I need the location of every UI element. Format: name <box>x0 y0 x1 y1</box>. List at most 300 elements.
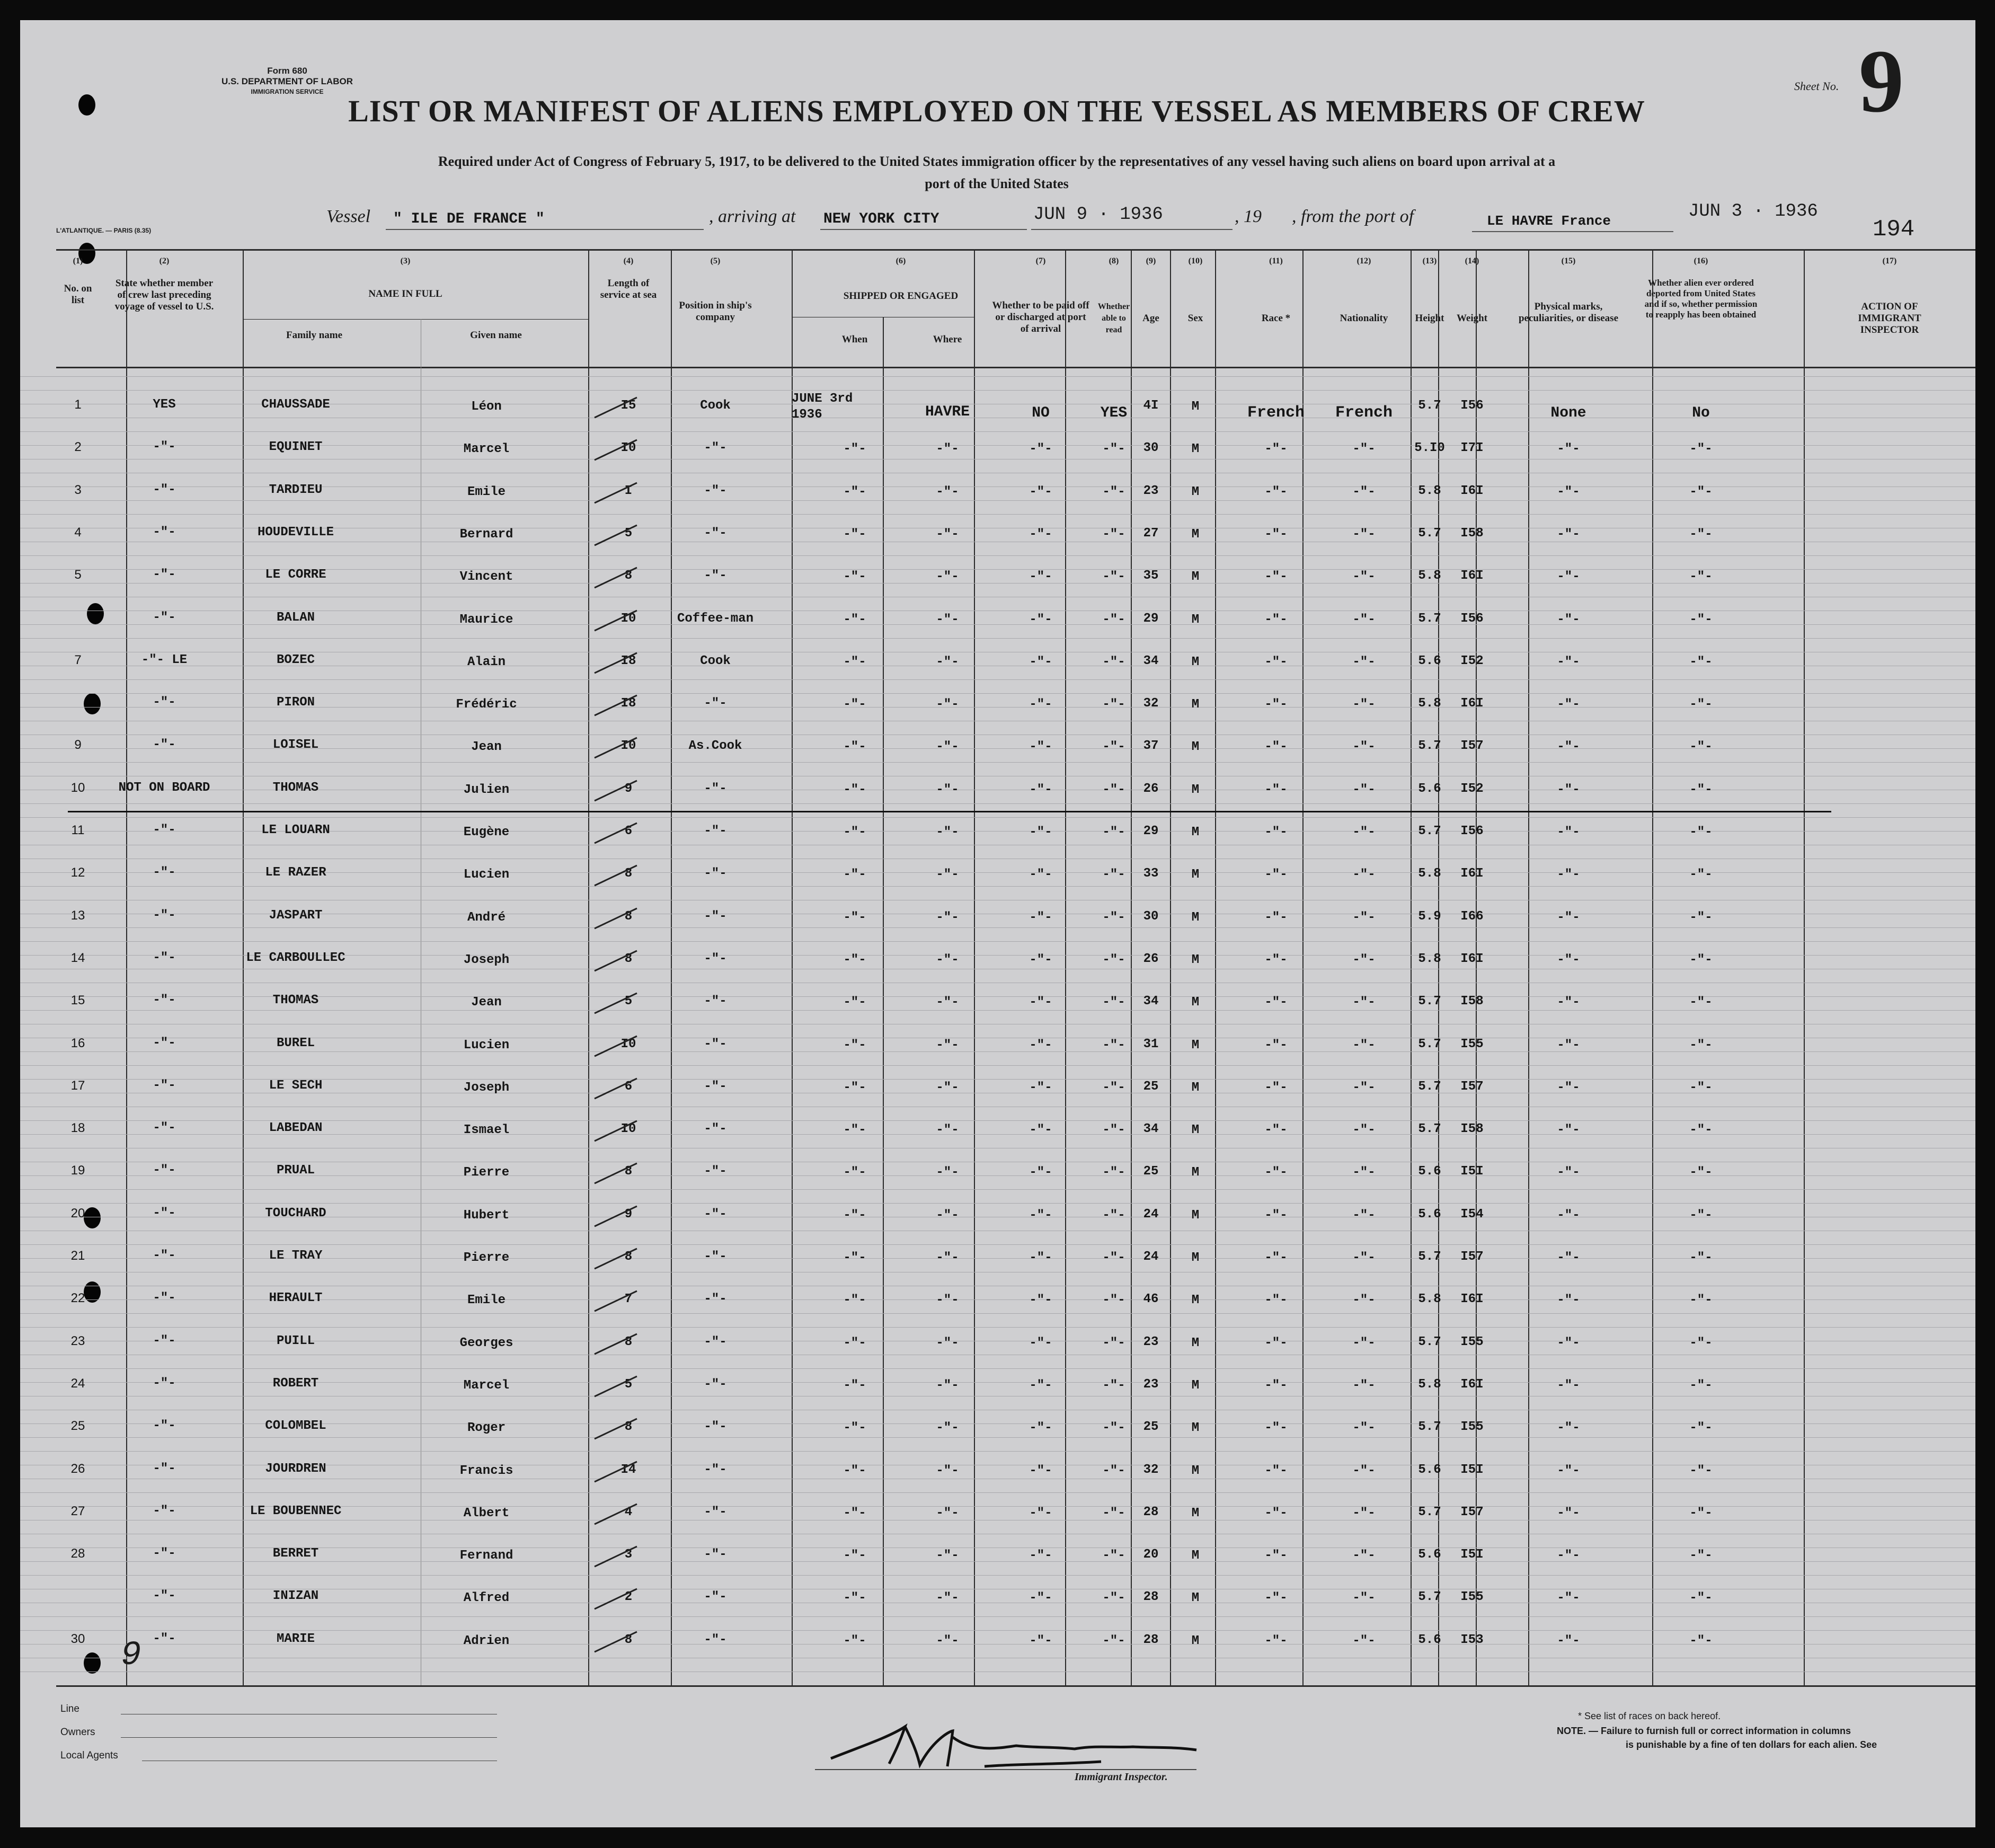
ditto-phys: -"- <box>1557 825 1580 839</box>
height: 5.7 <box>1418 1505 1441 1519</box>
height: 5.I0 <box>1414 441 1445 455</box>
col-header-family: Family name <box>286 330 343 341</box>
ditto-paid: -"- <box>1029 910 1052 925</box>
weight: I58 <box>1460 994 1484 1009</box>
col-header-read: Whether able to read <box>1097 302 1130 334</box>
ditto-phys: -"- <box>1557 1591 1580 1605</box>
position: -"- <box>704 952 727 966</box>
col-num: (4) <box>623 257 634 266</box>
sex: M <box>1191 1293 1200 1307</box>
sex: M <box>1191 485 1200 499</box>
prev-voyage: -"- <box>153 951 176 965</box>
ditto-dep: -"- <box>1689 1165 1713 1180</box>
prev-voyage: -"- <box>153 1036 176 1050</box>
ditto-race: -"- <box>1264 868 1288 882</box>
age: 34 <box>1143 994 1159 1009</box>
ditto-paid: -"- <box>1029 1038 1052 1053</box>
service-length: 9 <box>624 1207 633 1222</box>
service-length: I0 <box>620 739 636 753</box>
height: 5.7 <box>1418 994 1441 1009</box>
prev-voyage: -"- <box>153 738 176 752</box>
ditto-when: -"- <box>843 783 866 797</box>
row-number: 30 <box>70 1632 85 1646</box>
sex: M <box>1191 910 1200 925</box>
sex: M <box>1191 1464 1200 1478</box>
ditto-nat: -"- <box>1352 1634 1376 1648</box>
sex: M <box>1191 1549 1200 1563</box>
ditto-race: -"- <box>1264 740 1288 754</box>
age: 20 <box>1143 1548 1159 1562</box>
row-number: 16 <box>70 1036 85 1050</box>
ditto-paid: -"- <box>1029 825 1052 839</box>
ditto-dep: -"- <box>1689 1038 1713 1053</box>
height: 5.6 <box>1418 1463 1441 1477</box>
age: 30 <box>1143 441 1159 455</box>
ditto-when: -"- <box>843 1549 866 1563</box>
family-name: HERAULT <box>269 1291 323 1305</box>
sex: M <box>1191 740 1200 754</box>
given-name: Georges <box>459 1336 513 1350</box>
ditto-when: -"- <box>843 1464 866 1478</box>
ditto-phys: -"- <box>1557 1293 1580 1307</box>
ditto-phys: -"- <box>1557 1208 1580 1223</box>
row-number: 13 <box>70 908 85 923</box>
check-mark <box>592 1586 640 1612</box>
given-name: Albert <box>463 1506 510 1520</box>
check-mark <box>592 990 640 1016</box>
sex: M <box>1191 953 1200 967</box>
ditto-read: -"- <box>1102 1336 1125 1350</box>
check-mark <box>592 437 640 463</box>
ditto-dep: -"- <box>1689 783 1713 797</box>
age: 32 <box>1143 696 1159 711</box>
row-1-read: YES <box>1100 405 1128 421</box>
prev-voyage: -"- <box>153 611 176 625</box>
age: 26 <box>1143 952 1159 966</box>
col-header-height: Height <box>1415 313 1444 324</box>
weight: I54 <box>1460 1207 1484 1222</box>
row-number: 18 <box>70 1121 85 1135</box>
height: 5.7 <box>1418 1250 1441 1264</box>
service-length: 6 <box>624 1080 633 1094</box>
height: 5.7 <box>1418 526 1441 541</box>
weight: I6I <box>1460 866 1484 881</box>
ditto-phys: -"- <box>1557 697 1580 712</box>
given-name: Jean <box>471 740 502 754</box>
prev-voyage: -"- <box>153 440 176 454</box>
weight: I7I <box>1460 441 1484 455</box>
height: 5.6 <box>1418 1207 1441 1222</box>
ditto-race: -"- <box>1264 1378 1288 1393</box>
family-name: LE TRAY <box>269 1249 323 1263</box>
margin-mark: 9 <box>121 1637 141 1675</box>
ditto-read: -"- <box>1102 910 1125 925</box>
ditto-read: -"- <box>1102 783 1125 797</box>
prev-voyage: -"- <box>153 865 176 880</box>
ditto-nat: -"- <box>1352 442 1376 456</box>
ditto-nat: -"- <box>1352 570 1376 584</box>
ditto-paid: -"- <box>1029 613 1052 627</box>
check-mark <box>592 692 640 719</box>
ditto-when: -"- <box>843 527 866 542</box>
check-mark <box>592 1416 640 1442</box>
ditto-when: -"- <box>843 485 866 499</box>
height: 5.6 <box>1418 1164 1441 1179</box>
check-mark <box>592 1288 640 1314</box>
height: 5.8 <box>1418 484 1441 498</box>
ditto-paid: -"- <box>1029 655 1052 669</box>
height: 5.7 <box>1418 824 1441 838</box>
family-name: JASPART <box>269 908 323 923</box>
ditto-where: -"- <box>936 613 959 627</box>
col-num: (2) <box>159 257 170 266</box>
ditto-phys: -"- <box>1557 1421 1580 1435</box>
check-mark <box>592 1629 640 1655</box>
ditto-nat: -"- <box>1352 527 1376 542</box>
ditto-nat: -"- <box>1352 1464 1376 1478</box>
ditto-paid: -"- <box>1029 868 1052 882</box>
ditto-race: -"- <box>1264 655 1288 669</box>
family-name: THOMAS <box>272 781 319 795</box>
position: -"- <box>704 824 727 838</box>
ditto-dep: -"- <box>1689 825 1713 839</box>
check-mark <box>592 820 640 846</box>
ditto-race: -"- <box>1264 783 1288 797</box>
page-title: LIST OR MANIFEST OF ALIENS EMPLOYED ON THE VESSEL AS MEMBERS OF CREW <box>348 94 1645 128</box>
family-name: BERRET <box>272 1546 319 1561</box>
prev-voyage: -"- LE <box>141 653 188 667</box>
service-length: 8 <box>624 952 633 966</box>
weight: I6I <box>1460 1292 1484 1306</box>
age: 29 <box>1143 824 1159 838</box>
check-mark <box>592 1075 640 1102</box>
ditto-read: -"- <box>1102 1506 1125 1520</box>
ditto-where: -"- <box>936 527 959 542</box>
prev-voyage: -"- <box>153 1163 176 1178</box>
given-name: Ismael <box>463 1123 510 1137</box>
col-header-shipped: SHIPPED OR ENGAGED <box>843 290 959 302</box>
given-name: Lucien <box>463 1038 510 1053</box>
weight: I6I <box>1460 1377 1484 1392</box>
row-number: 28 <box>70 1546 85 1561</box>
col-header-when: When <box>841 334 868 345</box>
ditto-paid: -"- <box>1029 1378 1052 1393</box>
ditto-race: -"- <box>1264 570 1288 584</box>
age: 35 <box>1143 569 1159 583</box>
position: -"- <box>704 1080 727 1094</box>
family-name: LE CARBOULLEC <box>246 951 345 965</box>
ditto-read: -"- <box>1102 1123 1125 1137</box>
ditto-read: -"- <box>1102 1293 1125 1307</box>
ditto-phys: -"- <box>1557 1251 1580 1265</box>
position: -"- <box>704 1037 727 1051</box>
age: 25 <box>1143 1420 1159 1434</box>
height: 5.9 <box>1418 909 1441 924</box>
family-name: TARDIEU <box>269 483 323 497</box>
given-name: Pierre <box>463 1165 510 1180</box>
weight: I56 <box>1460 399 1484 413</box>
ditto-read: -"- <box>1102 527 1125 542</box>
position: -"- <box>704 569 727 583</box>
col-header-name: NAME IN FULL <box>368 288 442 299</box>
service-length: 2 <box>624 1590 633 1604</box>
page-number: 194 <box>1873 216 1915 243</box>
ditto-dep: -"- <box>1689 1634 1713 1648</box>
ditto-dep: -"- <box>1689 1251 1713 1265</box>
ditto-phys: -"- <box>1557 570 1580 584</box>
service-length: 7 <box>624 1292 633 1306</box>
ditto-when: -"- <box>843 442 866 456</box>
ditto-phys: -"- <box>1557 1165 1580 1180</box>
ditto-nat: -"- <box>1352 783 1376 797</box>
ditto-race: -"- <box>1264 953 1288 967</box>
service-length: I5 <box>620 399 636 413</box>
prev-voyage: -"- <box>153 1504 176 1518</box>
col-header-paid-off: Whether to be paid off or discharged at port of arrival <box>992 300 1089 334</box>
family-name: MARIE <box>276 1632 315 1646</box>
family-name: LE BOUBENNEC <box>250 1504 342 1518</box>
row-1-race: French <box>1247 404 1305 422</box>
inspector-label: Immigrant Inspector. <box>1075 1771 1168 1783</box>
ditto-where: -"- <box>936 1038 959 1053</box>
sex: M <box>1191 400 1200 414</box>
ditto-paid: -"- <box>1029 1634 1052 1648</box>
service-length: 8 <box>624 1250 633 1264</box>
col-num: (7) <box>1035 257 1046 266</box>
check-mark <box>592 1373 640 1400</box>
position: Cook <box>700 654 731 668</box>
ditto-paid: -"- <box>1029 1506 1052 1520</box>
check-mark <box>592 1501 640 1527</box>
height: 5.8 <box>1418 952 1441 966</box>
row-number: 19 <box>70 1163 85 1178</box>
sheet-label: Sheet No. <box>1794 79 1839 93</box>
age: 29 <box>1143 612 1159 626</box>
given-name: Julien <box>463 783 510 797</box>
weight: I6I <box>1460 952 1484 966</box>
ditto-phys: -"- <box>1557 868 1580 882</box>
weight: I58 <box>1460 526 1484 541</box>
ditto-nat: -"- <box>1352 1421 1376 1435</box>
position: -"- <box>704 1420 727 1434</box>
ditto-dep: -"- <box>1689 655 1713 669</box>
height: 5.6 <box>1418 654 1441 668</box>
family-name: LOISEL <box>272 738 319 752</box>
ditto-read: -"- <box>1102 570 1125 584</box>
col-header-given: Given name <box>470 330 522 341</box>
check-mark <box>592 777 640 804</box>
check-mark <box>592 1033 640 1059</box>
sex: M <box>1191 613 1200 627</box>
check-mark <box>592 650 640 676</box>
ditto-paid: -"- <box>1029 1251 1052 1265</box>
col-num: (3) <box>400 257 411 266</box>
prev-voyage: -"- <box>153 483 176 497</box>
ditto-phys: -"- <box>1557 1378 1580 1393</box>
ditto-nat: -"- <box>1352 910 1376 925</box>
row-number: 7 <box>74 653 82 667</box>
col-header-where: Where <box>933 334 962 345</box>
row-number: 15 <box>70 993 85 1007</box>
sex: M <box>1191 1081 1200 1095</box>
height: 5.7 <box>1418 1590 1441 1604</box>
family-name: CHAUSSADE <box>261 397 330 412</box>
height: 5.8 <box>1418 866 1441 881</box>
weight: I52 <box>1460 654 1484 668</box>
ditto-dep: -"- <box>1689 1378 1713 1393</box>
age: 25 <box>1143 1164 1159 1179</box>
position: -"- <box>704 696 727 711</box>
ditto-paid: -"- <box>1029 1293 1052 1307</box>
row-number: 25 <box>70 1419 85 1433</box>
col-header-position: Position in ship's company <box>679 300 752 323</box>
prev-voyage: -"- <box>153 1121 176 1135</box>
ditto-read: -"- <box>1102 1165 1125 1180</box>
age: 34 <box>1143 1122 1159 1136</box>
col-num: (5) <box>710 257 721 266</box>
punch-hole <box>84 1207 101 1228</box>
col-num: (6) <box>895 257 906 266</box>
ditto-read: -"- <box>1102 1251 1125 1265</box>
ditto-paid: -"- <box>1029 485 1052 499</box>
ditto-nat: -"- <box>1352 1549 1376 1563</box>
col-num: (1) <box>73 257 83 266</box>
ditto-phys: -"- <box>1557 1081 1580 1095</box>
ditto-when: -"- <box>843 825 866 839</box>
ditto-when: -"- <box>843 995 866 1010</box>
ditto-nat: -"- <box>1352 1081 1376 1095</box>
position: -"- <box>704 1250 727 1264</box>
given-name: Emile <box>467 485 506 499</box>
given-name: Roger <box>467 1421 506 1435</box>
sex: M <box>1191 442 1200 456</box>
ditto-dep: -"- <box>1689 868 1713 882</box>
col-header-weight: Weight <box>1456 313 1488 324</box>
row-number: 26 <box>70 1462 85 1476</box>
service-length: I8 <box>620 654 636 668</box>
sex: M <box>1191 570 1200 584</box>
ditto-where: -"- <box>936 1549 959 1563</box>
ditto-read: -"- <box>1102 995 1125 1010</box>
ditto-nat: -"- <box>1352 868 1376 882</box>
ditto-race: -"- <box>1264 1591 1288 1605</box>
ditto-nat: -"- <box>1352 1038 1376 1053</box>
ditto-phys: -"- <box>1557 1038 1580 1053</box>
ditto-race: -"- <box>1264 910 1288 925</box>
position: -"- <box>704 441 727 455</box>
ditto-when: -"- <box>843 1123 866 1137</box>
ditto-where: -"- <box>936 1208 959 1223</box>
service-length: 9 <box>624 782 633 796</box>
inspector-signature <box>826 1716 1228 1780</box>
row-number: 11 <box>71 823 85 837</box>
service-length: 5 <box>624 526 633 541</box>
position: -"- <box>704 1122 727 1136</box>
ditto-phys: -"- <box>1557 783 1580 797</box>
ditto-where: -"- <box>936 1506 959 1520</box>
ditto-when: -"- <box>843 1081 866 1095</box>
weight: I55 <box>1460 1590 1484 1604</box>
ditto-paid: -"- <box>1029 1421 1052 1435</box>
age: 4I <box>1143 399 1159 413</box>
ditto-when: -"- <box>843 740 866 754</box>
position: -"- <box>704 994 727 1009</box>
ditto-where: -"- <box>936 1336 959 1350</box>
service: IMMIGRATION SERVICE <box>251 88 324 95</box>
col-num: (16) <box>1693 257 1708 266</box>
age: 23 <box>1143 484 1159 498</box>
ditto-read: -"- <box>1102 868 1125 882</box>
prev-voyage: -"- <box>153 1589 176 1603</box>
family-name: TOUCHARD <box>265 1206 326 1221</box>
ditto-phys: -"- <box>1557 1634 1580 1648</box>
row-number: 27 <box>70 1504 85 1518</box>
ditto-dep: -"- <box>1689 1336 1713 1350</box>
ditto-phys: -"- <box>1557 485 1580 499</box>
ditto-dep: -"- <box>1689 697 1713 712</box>
given-name: Léon <box>471 400 502 414</box>
vessel-name: " ILE DE FRANCE " <box>393 211 545 227</box>
sheet-number: 9 <box>1859 31 1904 131</box>
prev-voyage: -"- <box>153 1419 176 1433</box>
check-mark <box>592 1203 640 1230</box>
ditto-read: -"- <box>1102 442 1125 456</box>
ditto-phys: -"- <box>1557 1464 1580 1478</box>
col-num: (14) <box>1465 257 1479 266</box>
age: 34 <box>1143 654 1159 668</box>
prev-voyage: -"- <box>153 1206 176 1221</box>
col-num: (13) <box>1422 257 1437 266</box>
height: 5.7 <box>1418 1037 1441 1051</box>
sex: M <box>1191 1208 1200 1223</box>
row-number: 22 <box>70 1291 85 1305</box>
position: -"- <box>704 526 727 541</box>
given-name: Jean <box>471 995 502 1010</box>
ditto-when: -"- <box>843 1208 866 1223</box>
manifest-sheet <box>20 20 1975 1827</box>
ditto-nat: -"- <box>1352 1378 1376 1393</box>
age: 24 <box>1143 1207 1159 1222</box>
position: -"- <box>704 782 727 796</box>
service-length: 8 <box>624 909 633 924</box>
ditto-when: -"- <box>843 1336 866 1350</box>
ditto-nat: -"- <box>1352 1251 1376 1265</box>
ditto-nat: -"- <box>1352 1293 1376 1307</box>
height: 5.6 <box>1418 1548 1441 1562</box>
prev-voyage: NOT ON BOARD <box>118 781 210 795</box>
form-number: Form 680 <box>267 66 307 76</box>
family-name: THOMAS <box>272 993 319 1007</box>
ditto-where: -"- <box>936 1293 959 1307</box>
ditto-dep: -"- <box>1689 442 1713 456</box>
sex: M <box>1191 1506 1200 1520</box>
sex: M <box>1191 697 1200 712</box>
sex: M <box>1191 527 1200 542</box>
department: U.S. DEPARTMENT OF LABOR <box>221 76 353 86</box>
height: 5.7 <box>1418 399 1441 413</box>
ditto-paid: -"- <box>1029 527 1052 542</box>
age: 30 <box>1143 909 1159 924</box>
sex: M <box>1191 1123 1200 1137</box>
prev-voyage: -"- <box>153 1249 176 1263</box>
given-name: Vincent <box>459 570 513 584</box>
service-length: 8 <box>624 569 633 583</box>
row-1-physical: None <box>1550 405 1586 421</box>
strike-line <box>68 811 1831 812</box>
given-name: André <box>467 910 506 925</box>
sex: M <box>1191 1421 1200 1435</box>
family-name: LE CORRE <box>265 568 326 582</box>
